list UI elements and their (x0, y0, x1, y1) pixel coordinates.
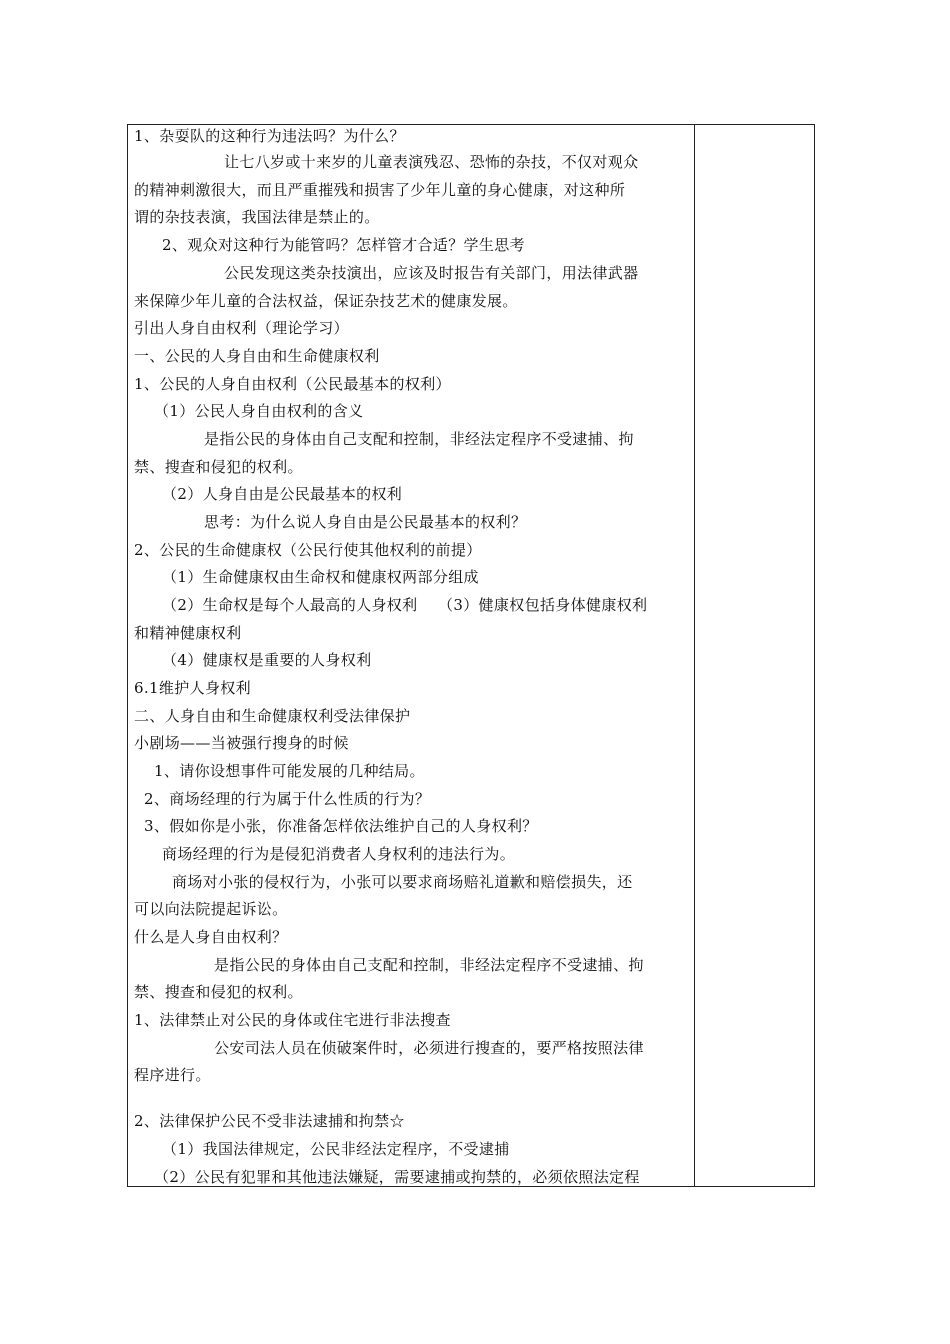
text-line: 2、商场经理的行为属于什么性质的行为？ (144, 790, 431, 808)
text-line: 二、人身自由和生命健康权利受法律保护 (134, 707, 411, 725)
text-line: 1、法律禁止对公民的身体或住宅进行非法搜查 (134, 1011, 451, 1029)
text-line: （2）生命权是每个人最高的人身权利 （3）健康权包括身体健康权利 (162, 596, 648, 614)
text-line: 和精神健康权利 (134, 624, 242, 642)
text-line: 一、公民的人身自由和生命健康权利 (134, 347, 380, 365)
text-line: 公民发现这类杂技演出，应该及时报告有关部门，用法律武器 (224, 264, 639, 282)
text-line: 商场对小张的侵权行为，小张可以要求商场赔礼道歉和赔偿损失，还 (172, 873, 633, 891)
text-line: 2、观众对这种行为能管吗？怎样管才合适？学生思考 (162, 236, 525, 254)
text-line: 禁、搜查和侵犯的权利。 (134, 983, 303, 1001)
text-line: （1）我国法律规定，公民非经法定程序，不受逮捕 (162, 1140, 510, 1158)
text-line: 1、请你设想事件可能发展的几种结局。 (154, 762, 425, 780)
text-line: 1、公民的人身自由权利（公民最基本的权利） (134, 375, 451, 393)
notes-cell (695, 125, 814, 1186)
text-line: 什么是人身自由权利？ (134, 928, 288, 946)
text-line: 1、杂耍队的这种行为违法吗？为什么？ (134, 127, 405, 145)
lesson-table (127, 124, 815, 1187)
text-line: （1）公民人身自由权利的含义 (154, 402, 364, 420)
text-line: 公安司法人员在侦破案件时，必须进行搜查的，要严格按照法律 (214, 1039, 644, 1057)
text-line: 思考：为什么说人身自由是公民最基本的权利？ (204, 513, 527, 531)
text-line: （2）公民有犯罪和其他违法嫌疑，需要逮捕或拘禁的，必须依照法定程 (154, 1168, 640, 1186)
text-line: （1）生命健康权由生命权和健康权两部分组成 (162, 568, 479, 586)
text-line: 引出人身自由权利（理论学习） (134, 319, 349, 337)
text-line: 2、公民的生命健康权（公民行使其他权利的前提） (134, 541, 482, 559)
text-line: （2）人身自由是公民最基本的权利 (162, 485, 403, 503)
text-line: 来保障少年儿童的合法权益，保证杂技艺术的健康发展。 (134, 292, 518, 310)
text-line: 的精神刺激很大，而且严重摧残和损害了少年儿童的身心健康，对这种所 (134, 181, 626, 199)
text-line: 2、法律保护公民不受非法逮捕和拘禁☆ (134, 1112, 405, 1130)
text-line: 6.1维护人身权利 (134, 679, 252, 697)
text-line: （4）健康权是重要的人身权利 (162, 651, 372, 669)
text-line: 谓的杂技表演，我国法律是禁止的。 (134, 208, 380, 226)
text-line: 是指公民的身体由自己支配和控制，非经法定程序不受逮捕、拘 (214, 956, 644, 974)
text-line: 小剧场——当被强行搜身的时候 (134, 734, 349, 752)
text-line: 可以向法院提起诉讼。 (134, 900, 288, 918)
text-line: 商场经理的行为是侵犯消费者人身权利的违法行为。 (162, 845, 516, 863)
text-line: 程序进行。 (134, 1066, 211, 1084)
text-line: 让七八岁或十来岁的儿童表演残忍、恐怖的杂技，不仅对观众 (224, 153, 639, 171)
text-line: 是指公民的身体由自己支配和控制，非经法定程序不受逮捕、拘 (204, 430, 634, 448)
text-line: 禁、搜查和侵犯的权利。 (134, 458, 303, 476)
text-line: 3、假如你是小张，你准备怎样依法维护自己的人身权利？ (144, 817, 538, 835)
lesson-content-cell (128, 125, 695, 1186)
